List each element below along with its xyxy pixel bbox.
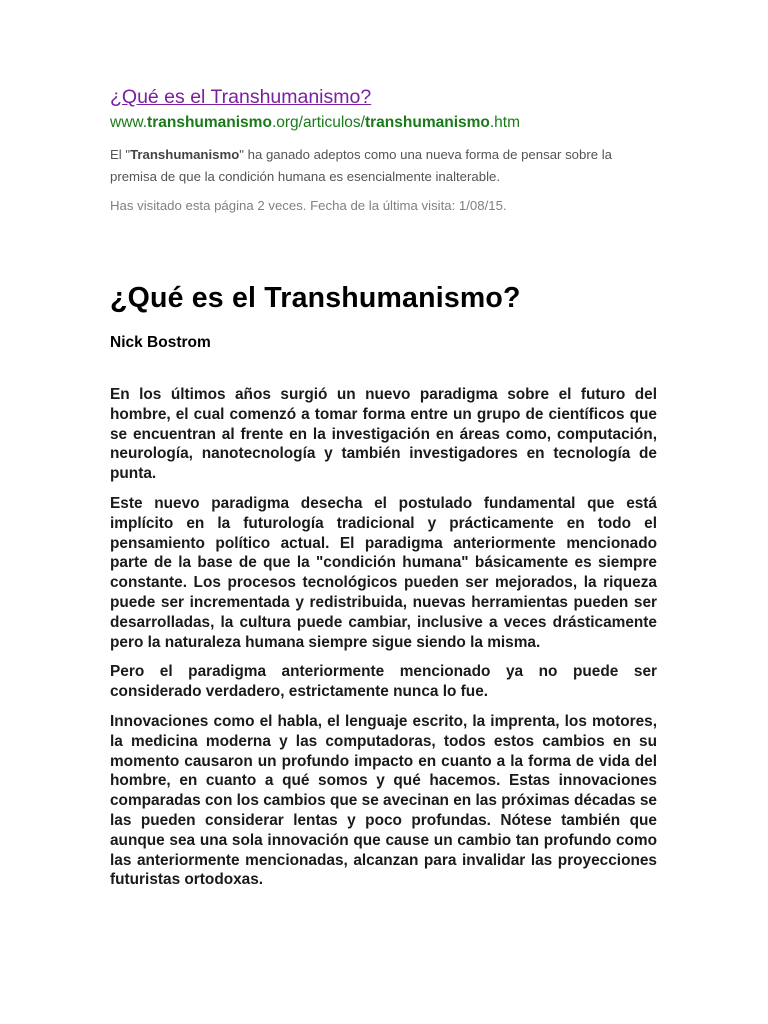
document-page (110, 84, 658, 889)
article-body (110, 385, 657, 900)
result-title-link[interactable]: ¿Qué es el Transhumanismo? (110, 86, 372, 108)
article-author: Nick Bostrom (110, 334, 211, 351)
url-suffix: .htm (489, 114, 521, 131)
search-result (110, 84, 658, 216)
url-prefix: www. (110, 114, 148, 131)
snippet-before: El " (110, 147, 131, 162)
article-paragraph: Pero el paradigma anteriormente mencionado ya no puede ser considerado verdadero, estrictamente nunca lo fue. (110, 663, 657, 701)
url-middle: .org/articulos/ (271, 114, 365, 131)
result-snippet (110, 144, 658, 188)
result-url[interactable] (110, 113, 658, 133)
result-visit-info: Has visitado esta página 2 veces. Fecha de la última visita: 1/08/15. (110, 198, 507, 213)
snippet-after: " ha ganado adeptos como una nueva forma de pensar sobre la premisa de que la condición humana es esencialmente inalterable. (110, 147, 613, 184)
snippet-bold: Transhumanismo (130, 147, 240, 162)
url-bold-domain: transhumanismo (147, 114, 272, 131)
url-bold-file: transhumanismo (364, 114, 490, 131)
article-paragraph: Este nuevo paradigma desecha el postulado fundamental que está implícito en la futurología tradicional y prácticamente en todo el pensamiento político actual. El paradigma anteriormente mencionado parte de la base de que la "condición humana" básicamente es siempre constante. Los procesos tecnológicos pueden ser mejorados, la riqueza puede ser incrementada y redistribuida, nuevas herramientas pueden ser desarrolladas, la cultura puede cambiar, inclusive a veces drásticamente pero la naturaleza humana siempre sigue siendo la misma. (110, 494, 657, 651)
article-paragraph: En los últimos años surgió un nuevo paradigma sobre el futuro del hombre, el cual comenzó a tomar forma entre un grupo de científicos que se encuentran al frente en la investigación en áreas como, computación, neurología, nanotecnología y también investigadores en tecnología de punta. (110, 386, 657, 483)
article-title: ¿Qué es el Transhumanismo? (110, 282, 521, 314)
article-paragraph: Innovaciones como el habla, el lenguaje escrito, la imprenta, los motores, la medicina moderna y las computadoras, todos estos cambios en su momento causaron un profundo impacto en cuanto a la forma de vida del hombre, en cuanto a qué somos y qué hacemos. Estas innovaciones comparadas con los cambios que se avecinan en las próximas décadas se las pueden considerar lentas y poco profundas. Nótese también que aunque sea una sola innovación que cause un cambio tan profundo como las anteriormente mencionadas, alcanzan para invalidar las proyecciones futuristas ortodoxas. (110, 712, 657, 889)
